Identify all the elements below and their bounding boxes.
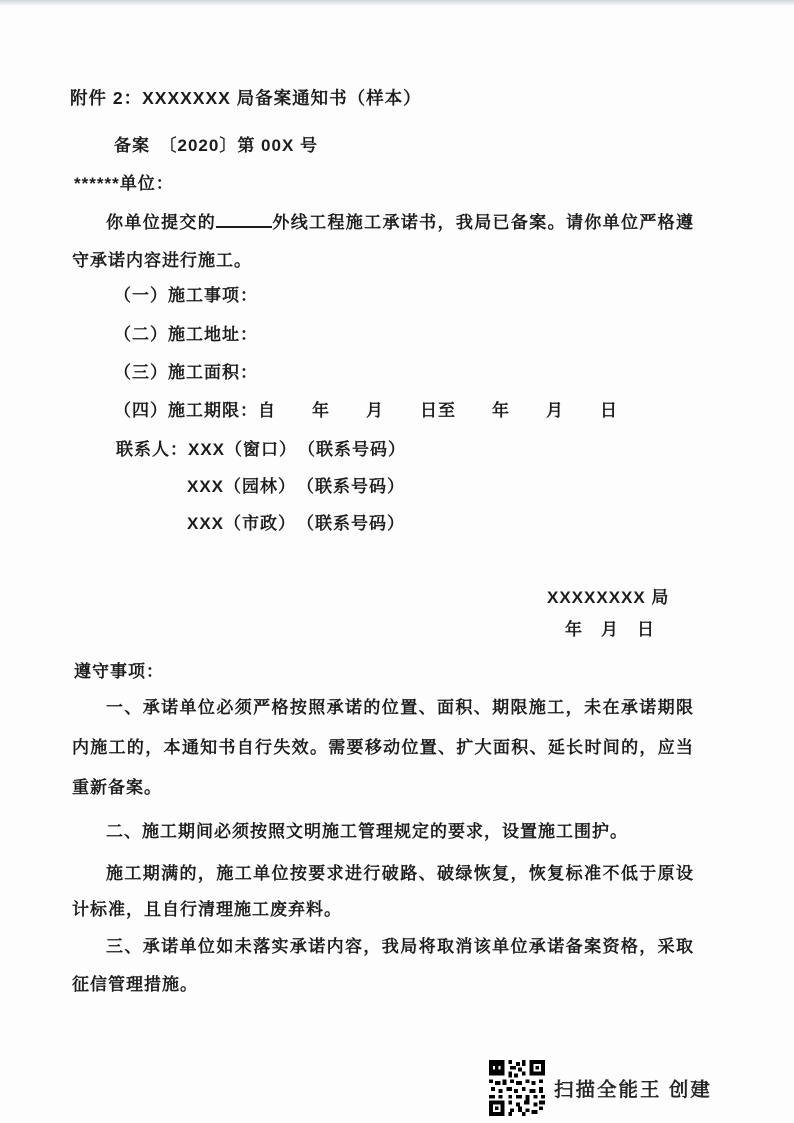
intro-paragraph: [72, 204, 694, 280]
signature-date: 年 月 日: [565, 620, 655, 639]
contact-municipal: XXX（市政） （联系号码）: [187, 514, 406, 533]
item-construction-period: （四）施工期限：自 年 月 日至 年 月 日: [114, 401, 618, 420]
compliance-paragraph-1: 一、承诺单位必须严格按照承诺的位置、面积、期限施工，未在承诺期限内施工的，本通知书自行失效。需要移动位置、扩大面积、延长时间的，应当重新备案。: [72, 698, 694, 797]
compliance-heading: 遵守事项：: [74, 662, 164, 681]
compliance-paragraph-3: 施工期满的，施工单位按要求进行破路、破绿恢复，恢复标准不低于原设计标准，且自行清理施工废弃料。: [72, 864, 694, 919]
intro-text-before-blank: 你单位提交的: [106, 213, 217, 232]
camscanner-watermark-label: 扫描全能王 创建: [554, 1079, 712, 1101]
camscanner-watermark: [489, 1060, 712, 1116]
item-construction-address: （二）施工地址：: [114, 325, 258, 344]
intro-text-after-blank: 外线工程施工承诺书，我局已备案。请你单位严格遵守承诺内容进行施工。: [72, 213, 695, 270]
compliance-paragraph-2: 二、施工期间必须按照文明施工管理规定的要求，设置施工围护。: [106, 822, 628, 841]
scan-artifact-top-edge: [0, 0, 794, 6]
contact-landscaping: XXX（园林） （联系号码）: [187, 477, 406, 496]
fill-in-blank-underline: [216, 209, 272, 228]
qr-code-icon: [489, 1060, 545, 1116]
item-construction-area: （三）施工面积：: [114, 363, 258, 382]
salutation: ******单位：: [74, 174, 174, 193]
signature-organization: XXXXXXXX 局: [547, 588, 670, 607]
doc-number: 备案 〔2020〕第 00X 号: [114, 136, 319, 155]
attachment-title: 附件 2：XXXXXXX 局备案通知书（样本）: [70, 88, 422, 108]
contact-window: 联系人：XXX（窗口） （联系号码）: [116, 440, 407, 459]
compliance-paragraph-4: 三、承诺单位如未落实承诺内容，我局将取消该单位承诺备案资格，采取征信管理措施。: [72, 937, 694, 994]
item-construction-matter: （一）施工事项：: [114, 286, 258, 305]
